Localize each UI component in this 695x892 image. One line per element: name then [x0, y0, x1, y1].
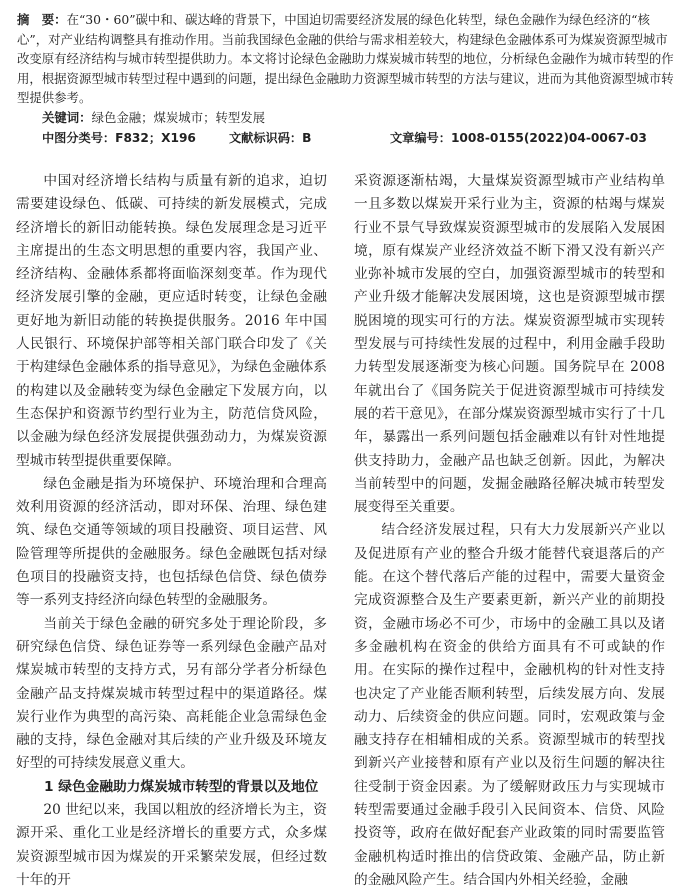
- abstract-text: 在“30・60”碳中和、碳达峰的背景下，中国迫切需要经济发展的绿色化转型，绿色金融作为绿色经济的“核心”，对产业结构调整具有推动作用。当前我国绿色金融的供给与需求相差较大，构建绿色金融体系可为煤炭资源型城市改变原有经济结构与城市转型提供助力。本文将讨论绿色金融助力煤炭城市转型的地位，分析绿色金融作为城市转型的作用，根据资源型城市转型过程中遇到的问题，提出绿色金融助力资源型城市转型的方法与建议，进而为其他资源型城市转型提供参考。: [17, 12, 674, 106]
- right-column: [354, 170, 665, 892]
- keywords-label: 关键词：: [42, 110, 92, 125]
- doc-label: 文献标识码：: [229, 131, 303, 145]
- doc-value: B: [302, 131, 312, 145]
- body-paragraph: 中国对经济增长结构与质量有新的追求，迫切需要建设绿色、低碳、可持续的新发展模式，完成经济增长的新旧动能转换。绿色发展理念是习近平主席提出的生态文明思想的重要内容，我国产业、经济结构、金融体系都将面临深刻变革。作为现代经济发展引擎的金融，更应适时转变，让绿色金融更好地为新旧动能的转换提供服务。2016 年中国人民银行、环境保护部等相关部门联合印发了《关于构建绿色金融体系的指导意见》，为绿色金融体系的构建以及金融转变为绿色金融定下发展方向，以生态保护和资源节约型行业为主，防范信贷风险，以金融为绿色经济发展提供强劲动力，为煤炭资源型城市转型提供重要保障。: [16, 173, 327, 469]
- abstract-label: 摘 要：: [17, 12, 67, 27]
- body-paragraph: 20 世纪以来，我国以粗放的经济增长为主，资源开采、重化工业是经济增长的重要方式，众多煤炭资源型城市因为煤炭的开采繁荣发展，但经过数十年的开: [16, 802, 327, 888]
- left-column: [16, 170, 327, 892]
- article-number: [390, 128, 647, 148]
- keywords: [42, 108, 662, 128]
- section-heading: 1 绿色金融助力煤炭城市转型的背景以及地位: [44, 778, 319, 795]
- body-paragraph: 结合经济发展过程，只有大力发展新兴产业以及促进原有产业的整合升级才能替代衰退落后的产能。在这个替代落后产能的过程中，需要大量资金完成资源整合及生产要素更新，新兴产业的前期投资，金融市场必不可少，市场中的金融工具以及诸多金融机构在资金的供给方面具有不可或缺的作用。在实际的操作过程中，金融机构的针对性支持也决定了产业能否顺利转型，后续发展方向、发展动力、后续资金的供应问题。同时，宏观政策与金融支持存在相辅相成的关系。资源型城市的转型找到新兴产业接替和原有产业以及衍生问题的解决往往受制于资金因素。为了缓解财政压力与实现城市转型需要通过金融手段引入民间资本、信贷、风险投资等，政府在做好配套产业政策的同时需要监管金融机构适时推出的信贷政策、金融产品，防止新的金融风险产生。结合国内外相关经验，金融: [354, 522, 665, 888]
- body-paragraph: 采资源逐渐枯竭，大量煤炭资源型城市产业结构单一且多数以煤炭开采行业为主，资源的枯竭与煤炭行业不景气导致煤炭资源型城市的发展陷入发展困境，原有煤炭产业经济效益不断下滑又没有新兴产业弥补城市发展的空白，加强资源型城市的转型和产业升级才能解决发展困境，这也是资源型城市摆脱困境的现实可行的方法。煤炭资源型城市实现转型发展与可持续性发展的过程中，利用金融手段助力转型发展逐渐变为核心问题。国务院早在 2008 年就出台了《国务院关于促进资源型城市可持续发展的若干意见》，在部分煤炭资源型城市实行了十几年，暴露出一系列问题包括金融难以有针对性地提供支持助力，金融产品也缺乏创新。因此，为解决当前转型中的问题，发掘金融路径解决城市转型发展变得至关重要。: [354, 173, 665, 516]
- body-paragraph: 当前关于绿色金融的研究多处于理论阶段，多研究绿色信贷、绿色证券等一系列绿色金融产品对煤炭城市转型的支持方式，另有部分学者分析绿色金融产品支持煤炭城市转型过程中的渠道路径。煤炭行业作为典型的高污染、高耗能企业急需绿色金融的支持，绿色金融对其后续的产业升级及环境友好型的可持续发展意义重大。: [16, 615, 327, 772]
- article-meta: [42, 128, 662, 148]
- body-paragraph: 绿色金融是指为环境保护、环境治理和合理高效利用资源的经济活动，即对环保、治理、绿色建筑、绿色交通等领域的项目投融资、项目运营、风险管理等所提供的金融服务。绿色金融既包括对绿色项目的投融资支持，也包括绿色信贷、绿色债券等一系列支持经济向绿色转型的金融服务。: [16, 475, 327, 609]
- document-code: [229, 128, 311, 148]
- clc-value: F832；X196: [115, 131, 196, 145]
- keywords-text: 绿色金融；煤炭城市；转型发展: [91, 110, 266, 125]
- clc-label: 中图分类号：: [42, 131, 116, 145]
- article-label: 文章编号：: [390, 131, 451, 145]
- clc-number: [42, 128, 196, 148]
- article-value: 1008-0155(2022)04-0067-03: [450, 131, 647, 145]
- abstract: [17, 10, 677, 108]
